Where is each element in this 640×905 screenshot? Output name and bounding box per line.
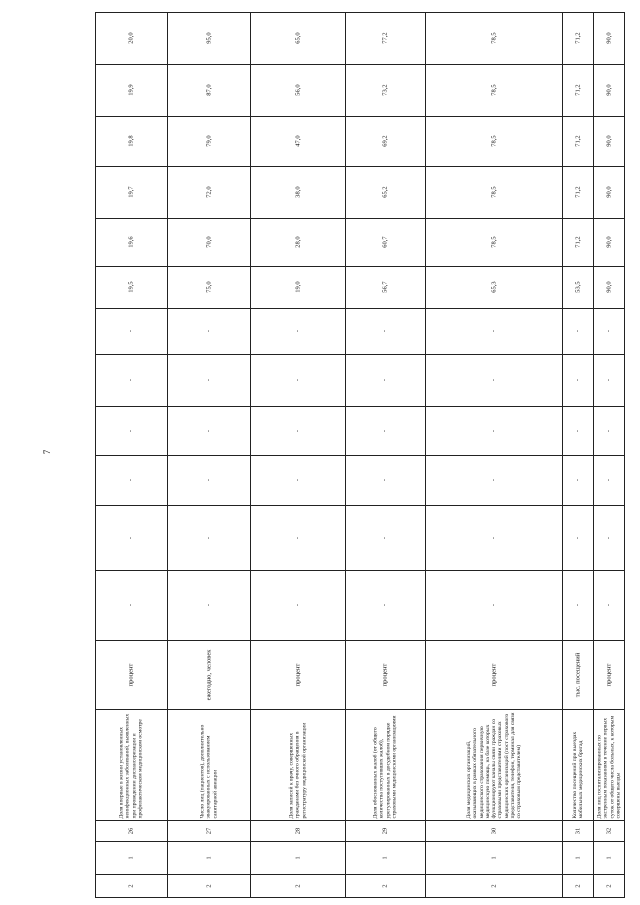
target-value-text: 72,0: [204, 186, 212, 198]
subsection-code-cell: [593, 841, 625, 874]
indicator-number-text: 29: [381, 827, 389, 834]
base-value-text: -: [204, 329, 212, 333]
target-value-text: 78,5: [489, 186, 497, 198]
target-value-cell: [562, 218, 593, 266]
unit-cell: [345, 640, 425, 709]
target-value-text: 19,6: [127, 236, 135, 248]
target-value-text: 19,5: [127, 281, 135, 293]
section-code-cell: [562, 874, 593, 898]
target-value-cell: [250, 266, 345, 308]
target-value-text: 65,2: [381, 186, 389, 198]
base-value-cell: [167, 455, 250, 505]
target-value-cell: [250, 64, 345, 116]
target-value-text: 79,0: [204, 135, 212, 147]
target-value-cell: [250, 218, 345, 266]
base-value-cell: [425, 308, 562, 354]
base-value-text: -: [573, 603, 581, 607]
indicator-name-cell: [562, 709, 593, 820]
base-value-text: -: [127, 478, 135, 482]
target-value-cell: [167, 266, 250, 308]
base-value-text: -: [381, 603, 389, 607]
indicator-name-text: Доля обоснованных жалоб (от общего количества поступивших жалоб), урегулированных в досудебном порядке страховыми медицинскими организациями: [372, 714, 398, 818]
target-value-text: 53,5: [573, 281, 581, 293]
column-divider: [95, 354, 625, 355]
target-value-cell: [425, 218, 562, 266]
target-value-text: 95,0: [204, 32, 212, 44]
indicators-table: [95, 12, 625, 898]
column-divider: [95, 709, 625, 710]
target-value-text: 90,0: [605, 186, 613, 198]
base-value-text: -: [605, 329, 613, 333]
base-value-cell: [345, 505, 425, 570]
target-value-text: 20,0: [127, 32, 135, 44]
base-value-text: -: [573, 329, 581, 333]
unit-cell: [425, 640, 562, 709]
base-value-cell: [250, 455, 345, 505]
subsection-code-text: 1: [293, 855, 301, 860]
target-value-cell: [167, 166, 250, 218]
section-code-text: 2: [573, 884, 581, 888]
indicator-number-text: 30: [489, 827, 497, 834]
target-value-text: 56,0: [293, 84, 301, 96]
base-value-text: -: [127, 429, 135, 432]
target-value-text: 38,0: [293, 186, 301, 198]
target-value-cell: [425, 116, 562, 166]
section-code-text: 2: [204, 884, 212, 888]
column-divider: [95, 12, 625, 13]
target-value-text: 19,8: [127, 135, 135, 147]
unit-text: ежегодно, человек: [204, 649, 212, 700]
base-value-cell: [345, 570, 425, 640]
indicator-number-text: 31: [573, 827, 581, 834]
subsection-code-text: 1: [381, 855, 389, 860]
target-value-cell: [167, 12, 250, 64]
target-value-cell: [593, 116, 625, 166]
base-value-text: -: [204, 478, 212, 482]
target-value-cell: [250, 12, 345, 64]
target-value-text: 75,0: [204, 281, 212, 293]
target-value-cell: [593, 12, 625, 64]
subsection-code-text: 1: [127, 855, 135, 860]
target-value-text: 78,5: [489, 135, 497, 147]
column-divider: [95, 218, 625, 219]
indicator-name-text: Доля медицинских организаций, оказывающих в рамках обязательного медицинского страхования первичную медицинскую помощь, на базе которых функционируют каналы связи граждан со страховыми представителями страховых медицинских организаций (пост страхового представителя, телефон, терминал для связи со страховым представителем): [465, 711, 522, 818]
base-value-cell: [345, 406, 425, 455]
section-code-text: 2: [605, 884, 613, 888]
target-value-cell: [167, 64, 250, 116]
section-code-cell: [593, 874, 625, 898]
section-code-text: 2: [127, 884, 135, 888]
target-value-cell: [95, 266, 167, 308]
indicator-number-cell: [345, 820, 425, 841]
indicator-name-text: Доля впервые в жизни установленных неинфекционных заболеваний, выявленных при проведении диспансеризации и профилактическом медицинском осмотре: [118, 713, 144, 818]
section-code-cell: [250, 874, 345, 898]
indicator-name-cell: [167, 709, 250, 820]
unit-cell: [593, 640, 625, 709]
target-value-text: 28,0: [293, 236, 301, 248]
target-value-cell: [425, 64, 562, 116]
base-value-cell: [250, 308, 345, 354]
target-value-text: 19,7: [127, 186, 135, 198]
target-value-text: 69,2: [381, 135, 389, 147]
section-code-cell: [95, 874, 167, 898]
base-value-text: -: [293, 536, 301, 539]
indicator-name-cell: [345, 709, 425, 820]
target-value-text: 71,2: [573, 32, 581, 44]
indicator-number-cell: [425, 820, 562, 841]
target-value-text: 90,0: [605, 32, 613, 44]
unit-cell: [167, 640, 250, 709]
target-value-text: 56,7: [381, 281, 389, 293]
column-divider: [95, 406, 625, 407]
unit-cell: [95, 640, 167, 709]
base-value-cell: [95, 505, 167, 570]
unit-text: процент: [127, 663, 135, 686]
base-value-cell: [250, 406, 345, 455]
indicator-number-text: 28: [293, 827, 301, 834]
column-divider: [95, 166, 625, 167]
base-value-cell: [95, 308, 167, 354]
column-divider: [95, 841, 625, 842]
target-value-text: 90,0: [605, 281, 613, 293]
base-value-text: -: [204, 429, 212, 432]
target-value-text: 19,0: [293, 281, 301, 293]
target-value-text: 78,5: [489, 84, 497, 96]
target-value-cell: [345, 116, 425, 166]
base-value-text: -: [573, 378, 581, 382]
target-value-cell: [95, 218, 167, 266]
base-value-text: -: [605, 603, 613, 607]
target-value-cell: [593, 266, 625, 308]
target-value-cell: [593, 64, 625, 116]
target-value-text: 19,9: [127, 84, 135, 96]
base-value-cell: [593, 308, 625, 354]
base-value-cell: [593, 455, 625, 505]
column-divider: [95, 266, 625, 267]
subsection-code-cell: [425, 841, 562, 874]
base-value-text: -: [127, 603, 135, 607]
target-value-text: 65,0: [293, 32, 301, 44]
column-divider: [95, 308, 625, 309]
subsection-code-cell: [250, 841, 345, 874]
target-value-text: 77,2: [381, 32, 389, 44]
target-value-cell: [345, 218, 425, 266]
target-value-cell: [562, 12, 593, 64]
target-value-cell: [95, 116, 167, 166]
base-value-cell: [95, 354, 167, 406]
base-value-text: -: [489, 478, 497, 482]
target-value-text: 90,0: [605, 84, 613, 96]
target-value-text: 78,5: [489, 236, 497, 248]
section-code-cell: [345, 874, 425, 898]
base-value-cell: [167, 505, 250, 570]
base-value-cell: [425, 570, 562, 640]
indicator-number-cell: [95, 820, 167, 841]
unit-cell: [562, 640, 593, 709]
target-value-cell: [167, 116, 250, 166]
indicator-name-cell: [95, 709, 167, 820]
indicator-number-cell: [250, 820, 345, 841]
indicator-name-cell: [250, 709, 345, 820]
base-value-text: -: [489, 329, 497, 333]
target-value-cell: [562, 266, 593, 308]
target-value-text: 60,7: [381, 236, 389, 248]
base-value-text: -: [204, 536, 212, 539]
base-value-cell: [345, 354, 425, 406]
subsection-code-cell: [562, 841, 593, 874]
base-value-text: -: [204, 603, 212, 607]
base-value-text: -: [381, 536, 389, 539]
target-value-cell: [425, 166, 562, 218]
base-value-text: -: [605, 378, 613, 382]
base-value-text: -: [381, 478, 389, 482]
indicator-number-text: 32: [605, 827, 613, 834]
indicator-number-cell: [167, 820, 250, 841]
column-divider: [95, 874, 625, 875]
base-value-cell: [562, 455, 593, 505]
indicator-name-text: Число лиц (пациентов), дополнительно эвакуированных с использованием санитарной авиации: [199, 724, 218, 818]
base-value-cell: [95, 455, 167, 505]
base-value-text: -: [127, 378, 135, 382]
base-value-text: -: [293, 378, 301, 382]
column-divider: [95, 640, 625, 641]
indicator-number-text: 27: [204, 827, 212, 834]
target-value-cell: [425, 266, 562, 308]
target-value-cell: [167, 218, 250, 266]
target-value-cell: [345, 266, 425, 308]
column-divider: [95, 116, 625, 117]
base-value-text: -: [293, 603, 301, 607]
base-value-cell: [425, 406, 562, 455]
base-value-cell: [250, 570, 345, 640]
base-value-text: -: [381, 429, 389, 432]
base-value-cell: [562, 354, 593, 406]
target-value-text: 73,2: [381, 84, 389, 96]
indicator-number-text: 26: [127, 827, 135, 834]
base-value-text: -: [293, 429, 301, 432]
subsection-code-text: 1: [573, 855, 581, 860]
target-value-cell: [345, 12, 425, 64]
subsection-code-cell: [95, 841, 167, 874]
base-value-cell: [250, 354, 345, 406]
column-divider: [95, 570, 625, 571]
target-value-cell: [593, 218, 625, 266]
target-value-text: 71,2: [573, 186, 581, 198]
base-value-cell: [167, 354, 250, 406]
target-value-cell: [593, 166, 625, 218]
column-divider: [95, 455, 625, 456]
target-value-cell: [345, 64, 425, 116]
base-value-cell: [593, 406, 625, 455]
base-value-cell: [95, 570, 167, 640]
section-code-cell: [167, 874, 250, 898]
base-value-cell: [562, 406, 593, 455]
base-value-cell: [425, 505, 562, 570]
target-value-text: 71,2: [573, 84, 581, 96]
target-value-text: 87,0: [204, 84, 212, 96]
base-value-text: -: [381, 378, 389, 382]
section-code-cell: [425, 874, 562, 898]
target-value-text: 71,2: [573, 236, 581, 248]
indicator-name-text: Доля лиц госпитализированных по экстренным показаниям в течение первых суток от общего числа больных, к которым совершены выезды: [596, 715, 622, 818]
base-value-text: -: [605, 536, 613, 539]
base-value-cell: [425, 354, 562, 406]
indicator-name-cell: [425, 709, 562, 820]
base-value-text: -: [293, 329, 301, 333]
base-value-cell: [167, 406, 250, 455]
column-divider: [95, 64, 625, 65]
unit-cell: [250, 640, 345, 709]
indicator-name-cell: [593, 709, 625, 820]
target-value-cell: [345, 166, 425, 218]
base-value-cell: [167, 308, 250, 354]
target-value-text: 78,5: [489, 32, 497, 44]
target-value-cell: [425, 12, 562, 64]
base-value-cell: [95, 406, 167, 455]
target-value-cell: [95, 166, 167, 218]
base-value-text: -: [573, 536, 581, 539]
target-value-text: 90,0: [605, 135, 613, 147]
base-value-cell: [562, 505, 593, 570]
base-value-cell: [250, 505, 345, 570]
indicator-number-cell: [562, 820, 593, 841]
base-value-text: -: [573, 478, 581, 482]
base-value-cell: [425, 455, 562, 505]
column-divider: [95, 820, 625, 821]
base-value-text: -: [381, 329, 389, 333]
section-code-text: 2: [293, 884, 301, 888]
base-value-text: -: [489, 536, 497, 539]
target-value-cell: [562, 116, 593, 166]
base-value-text: -: [489, 603, 497, 607]
unit-text: процент: [293, 663, 301, 686]
target-value-cell: [250, 166, 345, 218]
subsection-code-text: 1: [489, 855, 497, 860]
base-value-cell: [345, 308, 425, 354]
target-value-cell: [562, 64, 593, 116]
target-value-cell: [250, 116, 345, 166]
base-value-cell: [593, 354, 625, 406]
base-value-text: -: [573, 429, 581, 432]
base-value-cell: [562, 308, 593, 354]
base-value-text: -: [489, 378, 497, 382]
target-value-cell: [562, 166, 593, 218]
base-value-cell: [345, 455, 425, 505]
column-divider: [95, 505, 625, 506]
base-value-text: -: [127, 329, 135, 333]
section-code-text: 2: [489, 884, 497, 888]
subsection-code-text: 1: [204, 855, 212, 860]
target-value-text: 47,0: [293, 135, 301, 147]
base-value-cell: [593, 505, 625, 570]
subsection-code-cell: [345, 841, 425, 874]
page-number: 7: [42, 449, 52, 455]
base-value-text: -: [293, 478, 301, 482]
base-value-cell: [167, 570, 250, 640]
base-value-text: -: [605, 429, 613, 432]
base-value-text: -: [204, 378, 212, 382]
target-value-cell: [95, 12, 167, 64]
base-value-cell: [562, 570, 593, 640]
indicator-number-cell: [593, 820, 625, 841]
unit-text: процент: [381, 663, 389, 686]
subsection-code-cell: [167, 841, 250, 874]
unit-text: процент: [489, 663, 497, 686]
indicator-name-text: Количество посещений при выездах мобильных медицинских бригад: [571, 731, 584, 818]
base-value-cell: [593, 570, 625, 640]
target-value-cell: [95, 64, 167, 116]
base-value-text: -: [605, 478, 613, 482]
column-divider: [95, 897, 625, 898]
base-value-text: -: [489, 429, 497, 432]
indicator-name-text: Доля записей к врачу, совершенных гражданами без очного обращения в регистратуру медицинской организации: [288, 722, 307, 818]
unit-text: тыс. посещений: [573, 652, 581, 697]
target-value-text: 90,0: [605, 236, 613, 248]
base-value-text: -: [127, 536, 135, 539]
subsection-code-text: 1: [605, 855, 613, 860]
section-code-text: 2: [381, 884, 389, 888]
target-value-text: 65,3: [489, 281, 497, 293]
target-value-text: 70,0: [204, 236, 212, 248]
target-value-text: 71,2: [573, 135, 581, 147]
unit-text: процент: [605, 663, 613, 686]
